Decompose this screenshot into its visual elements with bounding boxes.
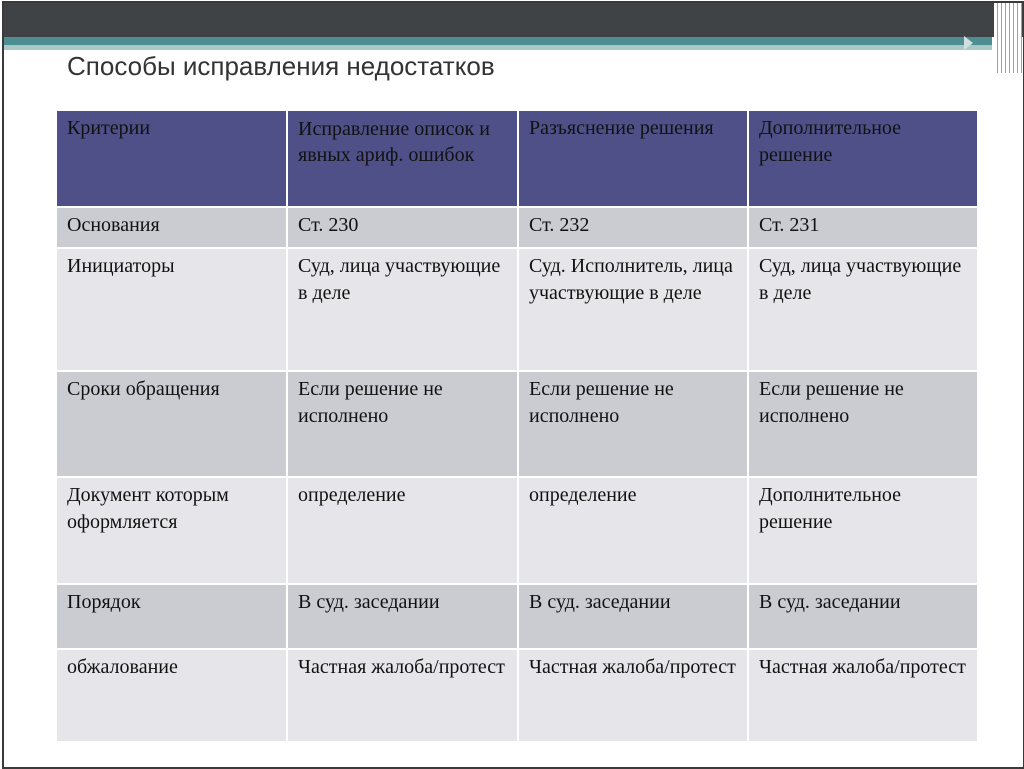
table-cell: определение [518,477,748,584]
comparison-table [55,109,979,743]
table-cell: Если решение не исполнено [748,371,978,477]
table-row [56,371,978,477]
header-clarification: Разъяснение решения [518,110,748,207]
table-cell: Ст. 230 [287,207,518,248]
table-row [56,207,978,248]
row-label: обжалование [56,649,287,742]
header-corrections: Исправление описок и явных ариф. ошибок [287,110,518,207]
header-additional-decision: Дополнительное решение [748,110,978,207]
table-cell: Частная жалоба/протест [287,649,518,742]
table-cell: Если решение не исполнено [287,371,518,477]
row-label: Документ которым оформляется [56,477,287,584]
edge-lines-decoration [994,3,1022,73]
table-cell: Суд, лица участвующие в деле [748,248,978,371]
row-label: Порядок [56,584,287,649]
table-row [56,584,978,649]
accent-stripe-light [4,45,992,50]
table-cell: Суд. Исполнитель, лица участвующие в деле [518,248,748,371]
table-cell: Ст. 231 [748,207,978,248]
accent-stripe [4,37,992,45]
table-row [56,649,978,742]
row-label: Сроки обращения [56,371,287,477]
table-cell: В суд. заседании [748,584,978,649]
table-row [56,477,978,584]
top-band [4,3,1023,37]
table-cell: Частная жалоба/протест [518,649,748,742]
table-cell: Ст. 232 [518,207,748,248]
table-cell: Дополнительное решение [748,477,978,584]
table-cell: В суд. заседании [287,584,518,649]
table-header-row [56,110,978,207]
table-row [56,248,978,371]
arrow-decoration-icon [964,36,973,50]
row-label: Основания [56,207,287,248]
table-cell: В суд. заседании [518,584,748,649]
table-cell: Частная жалоба/протест [748,649,978,742]
header-criteria: Критерии [56,110,287,207]
table-cell: Если решение не исполнено [518,371,748,477]
slide-title: Способы исправления недостатков [67,51,495,81]
row-label: Инициаторы [56,248,287,371]
table-cell: Суд, лица участвующие в деле [287,248,518,371]
table-cell: определение [287,477,518,584]
